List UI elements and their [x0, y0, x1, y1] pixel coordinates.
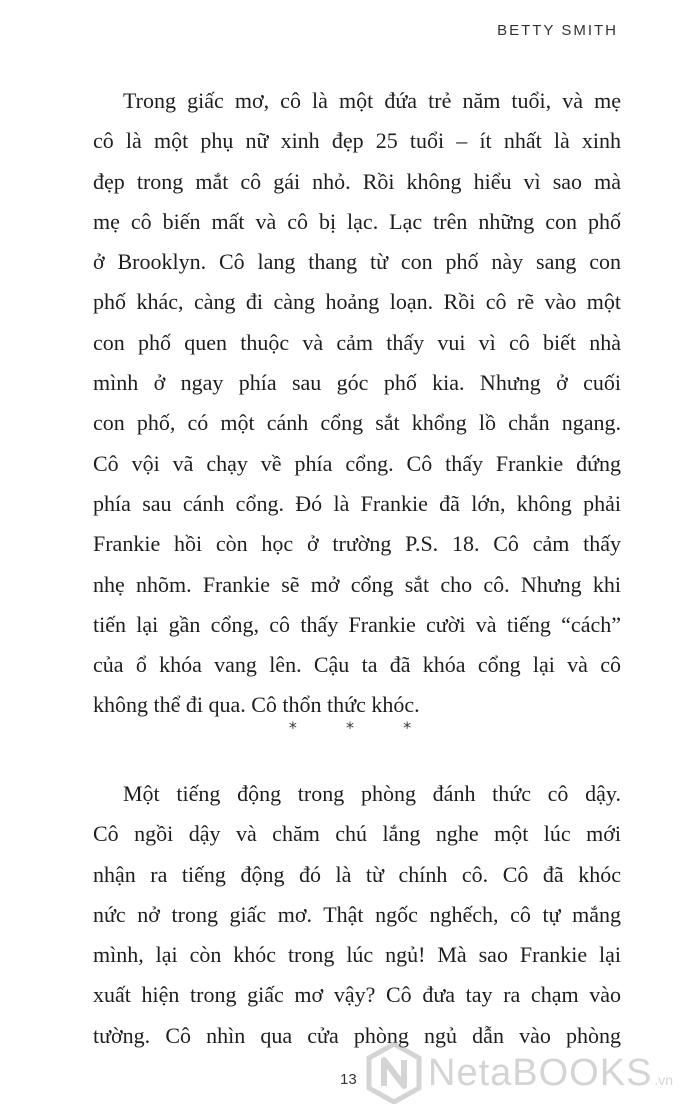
text-line: Một tiếng động trong phòng đánh thức cô dậy.	[123, 781, 621, 806]
text-line: ở Brooklyn. Cô lang thang từ con phố này sang con	[93, 249, 621, 275]
text-line: Trong giấc mơ, cô là một đứa trẻ năm tuổi, và mẹ	[123, 88, 621, 113]
text-line: mình ở ngay phía sau góc phố kia. Nhưng ở cuối	[93, 370, 621, 396]
text-line: xuất hiện trong giấc mơ vậy? Cô đưa tay ra chạm vào	[93, 982, 621, 1008]
watermark-suffix: .vn	[654, 1072, 674, 1088]
text-line: Cô vội vã chạy về phía cổng. Cô thấy Frankie đứng	[93, 450, 621, 476]
text-line: nhận ra tiếng động đó là từ chính cô. Cô đã khóc	[93, 861, 621, 887]
text-line: tường. Cô nhìn qua cửa phòng ngủ dẫn vào phòng	[93, 1022, 621, 1048]
page-number: 13	[340, 1071, 357, 1088]
text-line: nhẹ nhõm. Frankie sẽ mở cổng sắt cho cô. Nhưng khi	[93, 571, 621, 597]
text-line: Frankie hồi còn học ở trường P.S. 18. Cô cảm thấy	[93, 531, 621, 557]
text-line: mẹ cô biến mất và cô bị lạc. Lạc trên những con phố	[93, 208, 621, 234]
paragraph-2	[93, 774, 621, 1056]
text-line: mình, lại còn khóc trong lúc ngủ! Mà sao Frankie lại	[93, 942, 621, 968]
watermark	[366, 1042, 673, 1104]
text-line: phía sau cánh cổng. Đó là Frankie đã lớn, không phải	[93, 490, 621, 516]
text-line: con phố quen thuộc và cảm thấy vui vì cô biết nhà	[93, 329, 621, 355]
running-head: BETTY SMITH	[497, 22, 618, 39]
paragraph-1	[93, 81, 621, 726]
text-line: không thể đi qua. Cô thổn thức khóc.	[93, 692, 420, 718]
text-line: của ổ khóa vang lên. Cậu ta đã khóa cổng lại và cô	[93, 652, 621, 678]
text-line: con phố, có một cánh cổng sắt khổng lồ chắn ngang.	[93, 410, 621, 436]
text-line: đẹp trong mắt cô gái nhỏ. Rồi không hiểu vì sao mà	[93, 168, 621, 194]
text-line: cô là một phụ nữ xinh đẹp 25 tuổi – ít nhất là xinh	[93, 128, 621, 154]
section-separator: * * *	[288, 718, 434, 737]
watermark-brand: NetaBOOKS	[428, 1051, 653, 1094]
text-line: nức nở trong giấc mơ. Thật ngốc nghếch, cô tự mắng	[93, 901, 621, 927]
text-line: Cô ngồi dậy và chăm chú lắng nghe một lúc mới	[93, 821, 621, 847]
text-line: tiến lại gần cổng, cô thấy Frankie cười và tiếng “cách”	[93, 611, 621, 637]
text-line: phố khác, càng đi càng hoảng loạn. Rồi cô rẽ vào một	[93, 289, 621, 315]
n-logo-icon	[366, 1042, 422, 1104]
